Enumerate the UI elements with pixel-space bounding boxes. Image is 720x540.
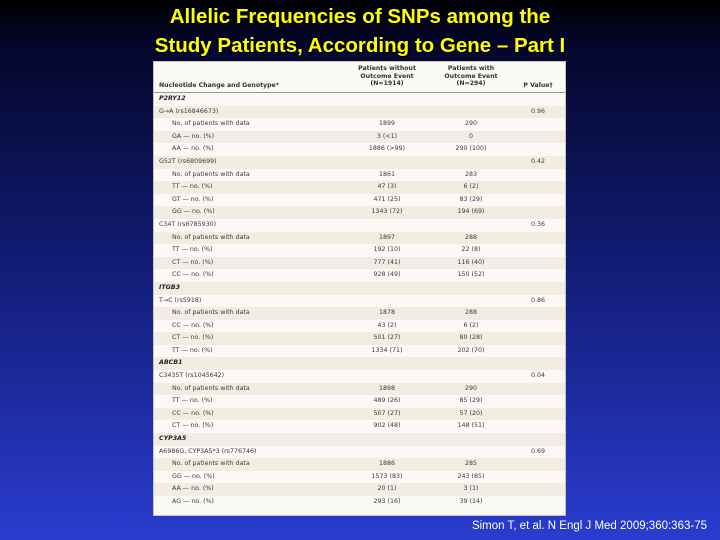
table-row	[154, 471, 565, 484]
cell-with-event: 0	[468, 132, 473, 140]
cell-without-event: 777 (41)	[373, 258, 401, 266]
cell-without-event: 1886	[378, 460, 396, 468]
table-row	[154, 332, 565, 345]
header-with-event: Patients with Outcome Event (N=294)	[444, 65, 498, 87]
table-header	[154, 62, 565, 93]
row-label: ITGB3	[159, 283, 180, 291]
row-label: GG — no. (%)	[172, 208, 215, 216]
row-label: CC — no. (%)	[172, 409, 214, 417]
gene-row	[154, 282, 565, 295]
row-label: G52T (rs6809699)	[159, 157, 217, 165]
cell-with-event: 290 (100)	[455, 145, 487, 153]
row-label: TT — no. (%)	[172, 246, 213, 254]
table-row	[154, 131, 565, 144]
cell-without-event: 507 (27)	[373, 409, 401, 417]
cell-without-event: 3 (<1)	[376, 132, 398, 140]
row-label: TT — no. (%)	[172, 183, 213, 191]
cell-with-event: 3 (1)	[463, 485, 479, 493]
header-without-event: Patients without Outcome Event (N=1914)	[358, 65, 416, 87]
title-line-1: Allelic Frequencies of SNPs among the	[169, 5, 551, 28]
cell-p-value: 0.86	[530, 296, 546, 304]
title-line-2: Study Patients, According to Gene – Part I	[154, 34, 566, 57]
cell-without-event: 501 (27)	[373, 334, 401, 342]
cell-with-event: 150 (52)	[457, 271, 485, 279]
table-row	[154, 232, 565, 245]
snp-row	[154, 156, 565, 169]
cell-without-event: 1899	[378, 120, 396, 128]
row-label: No. of patients with data	[172, 384, 250, 392]
row-label: ABCB1	[159, 359, 183, 367]
cell-without-event: 1878	[378, 309, 396, 317]
row-label: CT — no. (%)	[172, 334, 214, 342]
cell-with-event: 22 (8)	[461, 246, 481, 254]
row-label: GA — no. (%)	[172, 132, 215, 140]
cell-with-event: 6 (2)	[463, 183, 479, 191]
table-row	[154, 206, 565, 219]
citation: Simon T, et al. N Engl J Med 2009;360:363-75	[471, 520, 707, 532]
snp-row	[154, 295, 565, 308]
table-row	[154, 194, 565, 207]
row-label: G→A (rs16846673)	[159, 107, 219, 115]
row-label: CC — no. (%)	[172, 271, 214, 279]
row-label: GT — no. (%)	[172, 195, 214, 203]
cell-without-event: 1898	[378, 384, 396, 392]
cell-without-event: 43 (2)	[377, 321, 397, 329]
table-row	[154, 483, 565, 496]
table-row	[154, 118, 565, 131]
cell-without-event: 47 (3)	[377, 183, 397, 191]
cell-p-value: 0.42	[530, 157, 546, 165]
row-label: AG — no. (%)	[172, 498, 215, 505]
row-label: C34T (rs6785930)	[159, 220, 217, 228]
gene-row	[154, 357, 565, 370]
cell-with-event: 243 (85)	[457, 472, 485, 480]
cell-with-event: 288	[464, 233, 478, 241]
cell-p-value: 0.04	[530, 372, 546, 380]
cell-without-event: 293 (16)	[373, 498, 401, 505]
row-label: C3435T (rs1045642)	[159, 372, 225, 380]
cell-without-event: 928 (49)	[373, 271, 401, 279]
table-row	[154, 143, 565, 156]
row-label: No. of patients with data	[172, 170, 250, 178]
row-label: AA — no. (%)	[172, 485, 214, 493]
table-row	[154, 458, 565, 471]
snp-row	[154, 370, 565, 383]
row-label: A6986G, CYP3A5*3 (rs776746)	[159, 447, 257, 455]
cell-with-event: 202 (70)	[457, 346, 485, 354]
cell-with-event: 288	[464, 309, 478, 317]
cell-p-value: 0.69	[530, 447, 546, 455]
row-label: No. of patients with data	[172, 233, 250, 241]
slide-title	[0, 2, 720, 60]
row-label: P2RY12	[159, 95, 186, 102]
snp-row	[154, 446, 565, 459]
cell-with-event: 85 (29)	[459, 397, 483, 405]
row-label: No. of patients with data	[172, 120, 250, 128]
cell-without-event: 489 (26)	[373, 397, 401, 405]
cell-without-event: 471 (25)	[373, 195, 401, 203]
row-label: No. of patients with data	[172, 460, 250, 468]
cell-without-event: 902 (48)	[373, 422, 401, 430]
cell-with-event: 285	[464, 460, 478, 468]
table-row	[154, 408, 565, 421]
cell-without-event: 20 (1)	[377, 485, 397, 493]
table-row	[154, 496, 565, 509]
row-label: CT — no. (%)	[172, 422, 214, 430]
cell-without-event: 192 (10)	[373, 246, 401, 254]
row-label: CT — no. (%)	[172, 258, 214, 266]
cell-with-event: 290	[464, 384, 478, 392]
cell-with-event: 148 (51)	[457, 422, 485, 430]
snp-frequency-table	[153, 61, 566, 516]
cell-without-event: 1343 (72)	[371, 208, 403, 216]
cell-without-event: 1861	[378, 170, 396, 178]
snp-row	[154, 106, 565, 119]
cell-with-event: 6 (2)	[463, 321, 479, 329]
table-row	[154, 420, 565, 433]
cell-with-event: 116 (40)	[457, 258, 485, 266]
header-genotype: Nucleotide Change and Genotype*	[159, 82, 279, 89]
table-row	[154, 257, 565, 270]
cell-with-event: 83 (29)	[459, 195, 483, 203]
cell-with-event: 57 (20)	[459, 409, 483, 417]
cell-with-event: 283	[464, 170, 478, 178]
table-row	[154, 345, 565, 358]
cell-without-event: 1573 (83)	[371, 472, 403, 480]
table-row	[154, 169, 565, 182]
cell-p-value: 0.36	[530, 220, 546, 228]
snp-row	[154, 219, 565, 232]
row-label: CC — no. (%)	[172, 321, 214, 329]
table-body	[154, 93, 565, 509]
cell-without-event: 1334 (71)	[371, 346, 403, 354]
cell-with-event: 194 (69)	[457, 208, 485, 216]
cell-with-event: 80 (28)	[459, 334, 483, 342]
table-row	[154, 181, 565, 194]
table-row	[154, 307, 565, 320]
row-label: GG — no. (%)	[172, 472, 215, 480]
row-label: CYP3A5	[159, 435, 187, 443]
table-row	[154, 269, 565, 282]
row-label: TT — no. (%)	[172, 346, 213, 354]
table-row	[154, 320, 565, 333]
row-label: AA — no. (%)	[172, 145, 214, 153]
cell-with-event: 39 (14)	[459, 498, 483, 505]
table-row	[154, 395, 565, 408]
cell-with-event: 290	[464, 120, 478, 128]
row-label: No. of patients with data	[172, 309, 250, 317]
header-p-value: P Value†	[523, 82, 553, 89]
table-row	[154, 383, 565, 396]
row-label: T→C (rs5918)	[159, 296, 202, 304]
gene-row	[154, 433, 565, 446]
table-row	[154, 244, 565, 257]
gene-row	[154, 93, 565, 106]
cell-without-event: 1886 (>99)	[368, 145, 406, 153]
row-label: TT — no. (%)	[172, 397, 213, 405]
cell-p-value: 0.96	[530, 107, 546, 115]
cell-without-event: 1897	[378, 233, 396, 241]
